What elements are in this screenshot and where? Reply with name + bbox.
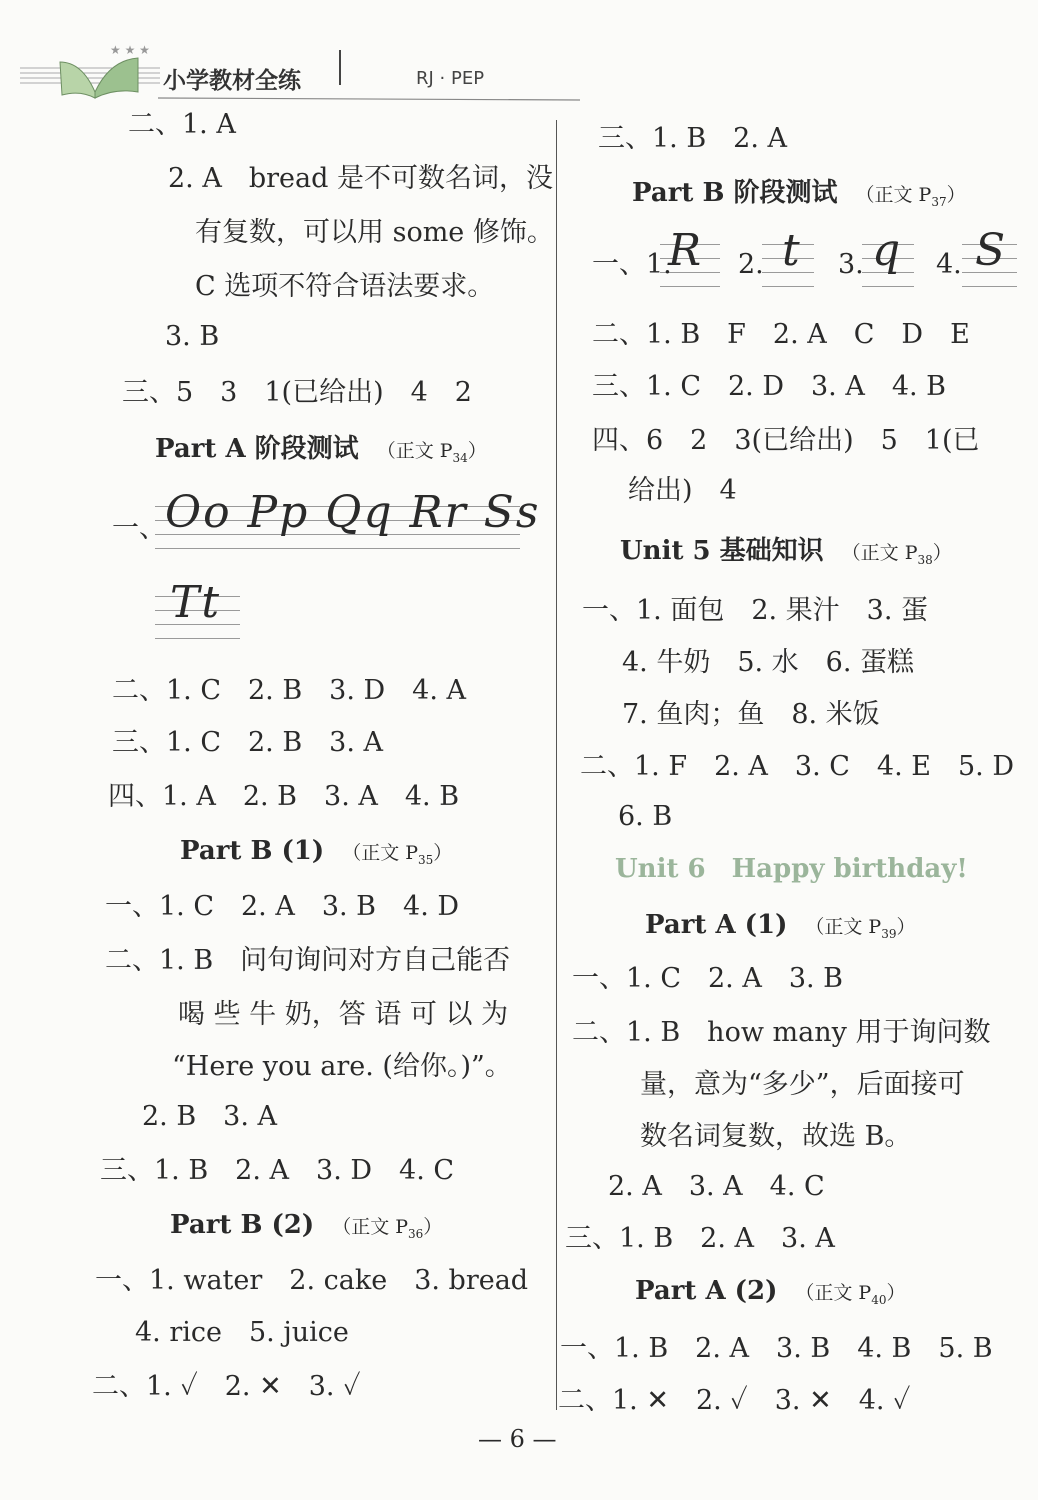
answer-line: 一、1. bbox=[592, 249, 672, 280]
answer-line: 一、 bbox=[112, 513, 166, 544]
answer-line: 二、1. B how many 用于询问数 bbox=[572, 1017, 991, 1048]
answer-line: 6. B bbox=[618, 801, 673, 832]
section-heading: Part B 阶段测试 （正文 $P_{37}$） bbox=[632, 178, 966, 209]
answer-line: 三、1. C 2. B 3. A bbox=[112, 727, 384, 758]
handwriting-answer: Tt bbox=[170, 577, 222, 628]
page-reference: （正文 $P_{40}$） bbox=[795, 1282, 906, 1307]
handwriting-answer: Oo Pp Qq Rr Ss bbox=[165, 487, 541, 538]
answer-line: 7. 鱼肉；鱼 8. 米饭 bbox=[622, 699, 880, 730]
answer-line: 二、1. B F 2. A C D E bbox=[592, 319, 970, 350]
answer-line: 二、1. ✕ 2. ✓ 3. ✕ 4. ✓ bbox=[558, 1385, 911, 1416]
answer-line: 一、1. B 2. A 3. B 4. B 5. B bbox=[560, 1333, 993, 1364]
answer-line: 4. rice 5. juice bbox=[135, 1317, 349, 1348]
answer-line: 4. bbox=[936, 249, 962, 280]
answer-line: 数名词复数，故选 B。 bbox=[640, 1121, 912, 1152]
answer-line: 三、1. B 2. A bbox=[598, 123, 788, 154]
answer-line: “Here you are. (给你。)”。 bbox=[172, 1051, 512, 1082]
section-heading: Part B (2) （正文 $P_{36}$） bbox=[170, 1210, 443, 1241]
answer-line: 三、1. B 2. A 3. A bbox=[565, 1223, 835, 1254]
answer-line: 二、1. ✓ 2. ✕ 3. ✓ bbox=[92, 1371, 361, 1402]
answer-line: 二、1. F 2. A 3. C 4. E 5. D bbox=[580, 751, 1014, 782]
edition-label: RJ · PEP bbox=[416, 68, 485, 89]
answer-line: C 选项不符合语法要求。 bbox=[195, 271, 495, 302]
handwriting-answer: R bbox=[668, 225, 704, 276]
answer-line: 喝 些 牛 奶，答 语 可 以 为 bbox=[178, 999, 509, 1030]
page-reference: （正文 $P_{37}$） bbox=[855, 184, 966, 209]
section-heading: Part A (2) （正文 $P_{40}$） bbox=[635, 1276, 906, 1307]
answer-line: 三、5 3 1(已给出) 4 2 bbox=[122, 377, 472, 408]
handwriting-answer: t bbox=[782, 225, 802, 276]
section-heading: Part B (1) （正文 $P_{35}$） bbox=[180, 836, 453, 867]
unit-title: Unit 6 Happy birthday! bbox=[615, 854, 968, 884]
answer-line: 2. A 3. A 4. C bbox=[608, 1171, 825, 1202]
column-divider bbox=[556, 120, 557, 1410]
handwriting-answer: q bbox=[872, 225, 903, 276]
page-reference: （正文 $P_{35}$） bbox=[342, 842, 453, 867]
brand-title: 小学教材全练 bbox=[163, 68, 301, 94]
answer-line: 三、1. C 2. D 3. A 4. B bbox=[592, 371, 947, 402]
answer-line: 3. bbox=[838, 249, 864, 280]
page-reference: （正文 $P_{36}$） bbox=[332, 1216, 443, 1241]
svg-text:★ ★ ★: ★ ★ ★ bbox=[110, 43, 150, 57]
answer-line: 四、6 2 3(已给出) 5 1(已 bbox=[592, 425, 980, 456]
page-number: — 6 — bbox=[478, 1425, 557, 1453]
section-heading: Part A 阶段测试 （正文 $P_{34}$） bbox=[155, 434, 487, 465]
answer-line: 二、1. B 问句询问对方自己能否 bbox=[105, 945, 511, 976]
answer-line: 量，意为“多少”，后面接可 bbox=[640, 1069, 965, 1100]
section-heading: Part A (1) （正文 $P_{39}$） bbox=[645, 910, 916, 941]
page-reference: （正文 $P_{39}$） bbox=[805, 916, 916, 941]
answer-line: 三、1. B 2. A 3. D 4. C bbox=[100, 1155, 455, 1186]
answer-line: 一、1. C 2. A 3. B bbox=[572, 963, 844, 994]
answer-line: 有复数，可以用 some 修饰。 bbox=[195, 217, 554, 248]
answer-line: 一、1. water 2. cake 3. bread bbox=[95, 1265, 529, 1296]
answer-line: 3. B bbox=[165, 321, 220, 352]
answer-line: 四、1. A 2. B 3. A 4. B bbox=[108, 781, 460, 812]
page-header bbox=[0, 40, 1038, 110]
answer-line: 一、1. 面包 2. 果汁 3. 蛋 bbox=[582, 595, 929, 626]
answer-line: 二、1. A bbox=[128, 109, 236, 140]
page-reference: （正文 $P_{34}$） bbox=[376, 440, 487, 465]
answer-line: 2. B 3. A bbox=[142, 1101, 278, 1132]
answer-line: 4. 牛奶 5. 水 6. 蛋糕 bbox=[622, 647, 915, 678]
handwriting-answer: S bbox=[975, 225, 1008, 276]
page-reference: （正文 $P_{38}$） bbox=[841, 542, 952, 567]
section-heading: Unit 5 基础知识 （正文 $P_{38}$） bbox=[620, 536, 952, 567]
answer-line: 2. A bread 是不可数名词，没 bbox=[168, 163, 553, 194]
answer-line: 一、1. C 2. A 3. B 4. D bbox=[105, 891, 460, 922]
answer-line: 给出) 4 bbox=[628, 475, 737, 506]
answer-line: 二、1. C 2. B 3. D 4. A bbox=[112, 675, 467, 706]
answer-line: 2. bbox=[738, 249, 764, 280]
